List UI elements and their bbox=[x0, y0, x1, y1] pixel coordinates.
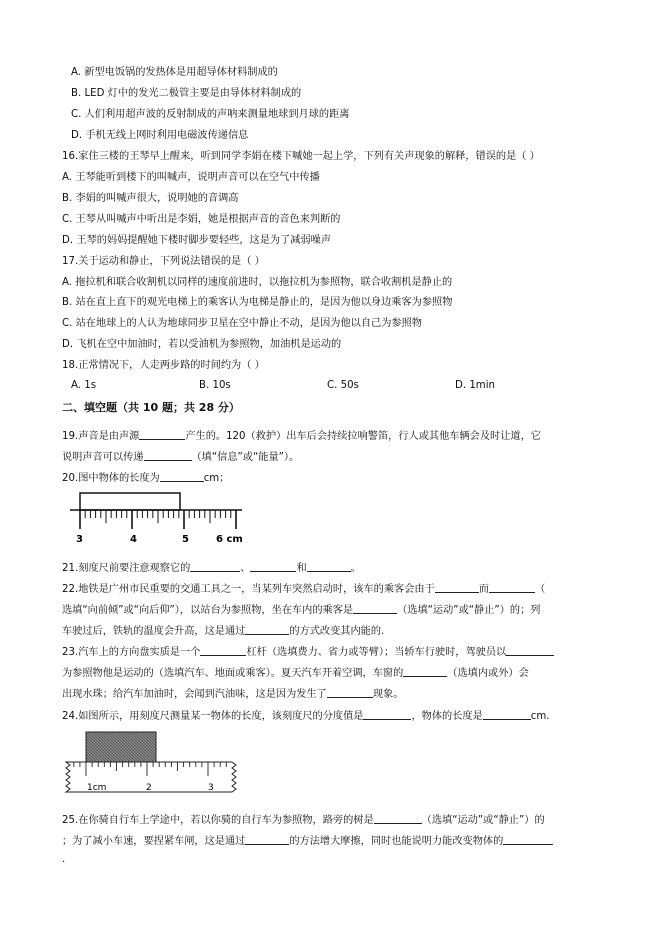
q22-line3 bbox=[62, 623, 384, 639]
q18-options bbox=[71, 380, 591, 391]
q16-stem: 16.家住三楼的王琴早上醒来，听到同学李娟在楼下喊她一起上学，下列有关声现象的解释，错误的是（ ） bbox=[62, 151, 540, 162]
q19-blank-1[interactable] bbox=[139, 428, 185, 440]
q24-text-a: 24.如图所示，用刻度尺测量某一物体的长度，该刻度尺的分度值是 bbox=[62, 711, 364, 722]
q19-text-d: （填“信息”或“能量”）。 bbox=[191, 452, 300, 463]
measured-block bbox=[80, 493, 180, 510]
q23-text-b: 杠杆（选填费力、省力或等臂）；当轿车行驶时，驾驶员以 bbox=[246, 647, 507, 658]
q22-line2 bbox=[62, 602, 540, 618]
q25-line1 bbox=[62, 812, 545, 828]
q22-line1 bbox=[62, 581, 545, 597]
q23-text-c: 为参照物他是运动的（选填汽车、地面或乘客）。夏天汽车开着空调，车窗的 bbox=[62, 668, 404, 679]
q21-blank-2[interactable] bbox=[250, 560, 296, 572]
ruler-label-3: 3 bbox=[208, 783, 214, 793]
q23-text-a: 23.汽车上的方向盘实质是一个 bbox=[62, 647, 201, 658]
q22-text-e: （选填“运动”或“静止”）的；列 bbox=[397, 605, 541, 616]
ruler-label-3: 3 bbox=[76, 534, 83, 545]
ruler-ticks bbox=[80, 510, 236, 529]
q18-option-c: C. 50s bbox=[327, 380, 359, 391]
q22-text-d: 选填“向前倾”或“向后仰”），以站台为参照物，坐在车内的乘客是 bbox=[62, 605, 354, 616]
q20-text-b: cm； bbox=[203, 473, 230, 484]
q23-blank-3[interactable] bbox=[403, 665, 447, 677]
q21-blank-1[interactable] bbox=[190, 560, 240, 572]
q16-option-b: B. 李娟的叫喊声很大，说明她的音调高 bbox=[62, 193, 239, 204]
q19-text-c: 说明声音可以传递 bbox=[62, 452, 144, 463]
q20-line bbox=[62, 470, 229, 486]
q25-text-a: 25.在你骑自行车上学途中，若以你骑的自行车为参照物，路旁的树是 bbox=[62, 815, 374, 826]
q18-option-a: A. 1s bbox=[71, 380, 97, 391]
q15-option-d: D. 手机无线上网时利用电磁波传递信息 bbox=[71, 130, 249, 141]
q22-text-b: 而 bbox=[478, 584, 489, 595]
q25-line3: . bbox=[62, 854, 66, 865]
q22-blank-2[interactable] bbox=[489, 581, 535, 593]
q23-blank-2[interactable] bbox=[506, 644, 554, 656]
q25-blank-2[interactable] bbox=[245, 833, 289, 845]
ruler-label-5: 5 bbox=[182, 534, 189, 545]
q21-end: 。 bbox=[350, 563, 361, 574]
q21-sep-1: 、 bbox=[240, 563, 251, 574]
q23-blank-4[interactable] bbox=[327, 686, 373, 698]
q18-stem: 18.正常情况下，人走两步路的时间约为（ ） bbox=[62, 360, 265, 371]
q23-line2 bbox=[62, 665, 529, 681]
q23-text-f: 现象。 bbox=[372, 689, 404, 700]
q17-option-d: D. 飞机在空中加油时，若以受油机为参照物，加油机是运动的 bbox=[62, 339, 342, 350]
q19-text-a: 19.声音是由声源 bbox=[62, 431, 140, 442]
q17-option-c: C. 站在地球上的人认为地球同步卫星在空中静止不动，是因为他以自己为参照物 bbox=[62, 318, 422, 329]
q19-text-b: 产生的。120（救护）出车后会持续拉响警笛，行人或其他车辆会及时让道，它 bbox=[185, 431, 541, 442]
measured-block bbox=[86, 732, 156, 762]
q23-line3 bbox=[62, 686, 403, 702]
q20-text-a: 20.图中物体的长度为 bbox=[62, 473, 160, 484]
q22-blank-4[interactable] bbox=[245, 623, 289, 635]
q25-text-c: ；为了减小车速，要捏紧车闸，这是通过 bbox=[62, 836, 246, 847]
q18-option-d: D. 1min bbox=[455, 380, 496, 391]
ruler-label-1cm: 1cm bbox=[87, 783, 107, 793]
q22-text-a: 22.地铁是广州市民重要的交通工具之一，当某列车突然启动时，该车的乘客会由于 bbox=[62, 584, 435, 595]
q23-line1 bbox=[62, 644, 554, 660]
q25-line2 bbox=[62, 833, 553, 849]
ruler-label-6cm: 6 cm bbox=[216, 534, 243, 545]
ruler-figure-1 bbox=[66, 491, 246, 547]
q25-text-d: 的方法增大摩擦，同时也能说明力能改变物体的 bbox=[289, 836, 504, 847]
q24-blank-1[interactable] bbox=[363, 708, 411, 720]
q22-text-c: （ bbox=[534, 584, 546, 595]
q23-blank-1[interactable] bbox=[200, 644, 246, 656]
q16-option-c: C. 王琴从叫喊声中听出是李娟，她是根据声音的音色来判断的 bbox=[62, 214, 341, 225]
q22-text-f: 车驶过后，铁轨的温度会升高，这是通过 bbox=[62, 626, 246, 637]
q19-line2 bbox=[62, 449, 299, 465]
q15-option-c: C. 人们利用超声波的反射制成的声呐来测量地球到月球的距离 bbox=[71, 109, 350, 120]
q24-text-c: cm. bbox=[530, 711, 550, 722]
q21-text-a: 21.刻度尺前要注意观察它的 bbox=[62, 563, 191, 574]
q25-blank-1[interactable] bbox=[374, 812, 422, 824]
q21-blank-3[interactable] bbox=[307, 560, 351, 572]
q22-text-g: 的方式改变其内能的. bbox=[289, 626, 385, 637]
q18-option-b: B. 10s bbox=[199, 380, 231, 391]
q19-blank-2[interactable] bbox=[144, 449, 192, 461]
q23-text-e: 出现水珠；给汽车加油时，会闻到汽油味，这是因为发生了 bbox=[62, 689, 327, 700]
q21-sep-2: 和 bbox=[296, 563, 307, 574]
q15-option-b: B. LED 灯中的发光二极管主要是由导体材料制成的 bbox=[71, 88, 302, 99]
q25-blank-3[interactable] bbox=[503, 833, 553, 845]
section-title: 二、填空题（共 10 题；共 28 分） bbox=[62, 401, 240, 414]
q17-stem: 17.关于运动和静止，下列说法错误的是（ ） bbox=[62, 256, 265, 267]
q22-blank-3[interactable] bbox=[353, 602, 397, 614]
q16-option-d: D. 王琴的妈妈提醒她下楼时脚步要轻些，这是为了减弱噪声 bbox=[62, 235, 332, 246]
q19-line1 bbox=[62, 428, 541, 444]
q24-blank-2[interactable] bbox=[483, 708, 531, 720]
q17-option-b: B. 站在直上直下的观光电梯上的乘客认为电梯是静止的，是因为他以身边乘客为参照物 bbox=[62, 297, 453, 308]
q20-blank[interactable] bbox=[160, 470, 204, 482]
q25-text-b: （选填“运动”或“静止”）的 bbox=[421, 815, 545, 826]
q17-option-a: A. 拖拉机和联合收割机以同样的速度前进时，以拖拉机为参照物，联合收割机是静止的 bbox=[62, 277, 453, 288]
q15-option-a: A. 新型电饭锅的发热体是用超导体材料制成的 bbox=[71, 67, 278, 78]
q16-option-a: A. 王琴能听到楼下的叫喊声，说明声音可以在空气中传播 bbox=[62, 172, 320, 183]
q23-text-d: （选填内或外）会 bbox=[447, 668, 529, 679]
q24-text-b: ，物体的长度是 bbox=[411, 711, 483, 722]
q22-blank-1[interactable] bbox=[435, 581, 479, 593]
ruler-label-2: 2 bbox=[146, 783, 152, 793]
q21-line bbox=[62, 560, 361, 576]
q24-line bbox=[62, 708, 550, 724]
ruler-label-4: 4 bbox=[130, 534, 137, 545]
ruler-figure-2 bbox=[62, 730, 242, 800]
